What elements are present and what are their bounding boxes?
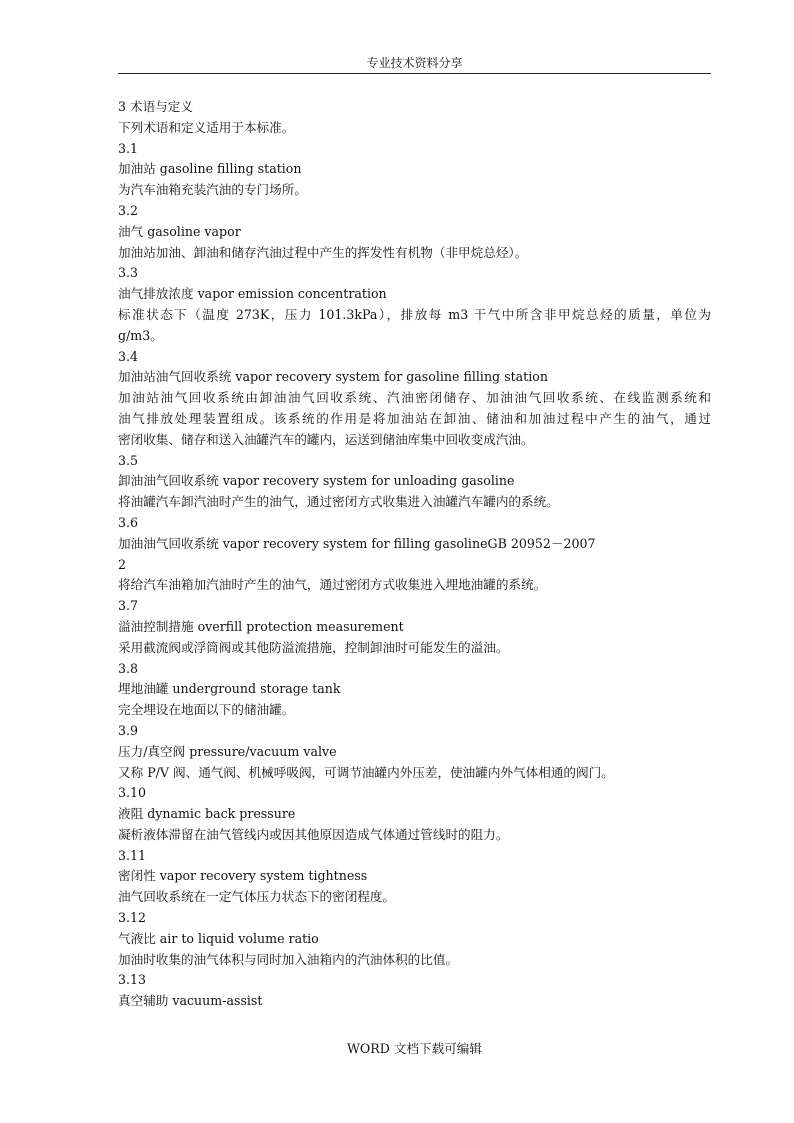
term-title: 液阻 dynamic back pressure	[118, 806, 296, 822]
term-number: 3.1	[118, 140, 139, 156]
term-number: 3.11	[118, 847, 147, 863]
term-number: 3.10	[118, 785, 147, 801]
term-definition: 加油站油气回收系统由卸油油气回收系统、汽油密闭储存、加油油气回收系统、在线监测系统和	[118, 390, 711, 406]
term-definition: 油气排放处理装置组成。该系统的作用是将加油站在卸油、储油和加油过程中产生的油气，通过	[118, 410, 711, 426]
term-title: 油气 gasoline vapor	[118, 223, 241, 239]
section-heading: 3 术语与定义	[118, 99, 193, 114]
term-title: 油气排放浓度 vapor emission concentration	[118, 286, 387, 302]
term-number: 3.3	[118, 265, 139, 281]
term-definition: 加油时收集的油气体积与同时加入油箱内的汽油体积的比值。	[118, 951, 459, 967]
term-title: 卸油油气回收系统 vapor recovery system for unloading gasoline	[118, 473, 515, 489]
term-title: 压力/真空阀 pressure/vacuum valve	[118, 743, 337, 759]
term-definition: 将给汽车油箱加汽油时产生的油气，通过密闭方式收集进入埋地油罐的系统。	[118, 577, 547, 593]
term-title: 真空辅助 vacuum-assist	[118, 993, 263, 1009]
term-definition: 油气回收系统在一定气体压力状态下的密闭程度。	[118, 889, 396, 905]
term-number: 3.9	[118, 722, 139, 738]
term-definition: 密闭收集、储存和送入油罐汽车的罐内，运送到储油库集中回收变成汽油。	[118, 431, 534, 447]
page-footer: WORD 文档下载可编辑	[346, 1041, 482, 1056]
term-number: 3.4	[118, 348, 139, 364]
header-divider	[118, 73, 711, 74]
term-definition: 为汽车油箱充装汽油的专门场所。	[118, 182, 307, 198]
term-title: 密闭性 vapor recovery system tightness	[118, 868, 368, 884]
term-title: 加油站 gasoline filling station	[118, 161, 302, 177]
page-number-fragment: 2	[118, 556, 127, 572]
term-number: 3.13	[118, 972, 147, 988]
term-definition: 又称 P/V 阀、通气阀、机械呼吸阀，可调节油罐内外压差，使油罐内外气体相通的阀门。	[118, 764, 614, 780]
document-body	[118, 97, 711, 1012]
term-definition: 完全埋设在地面以下的储油罐。	[118, 702, 295, 718]
term-title: 溢油控制措施 overfill protection measurement	[118, 618, 404, 634]
term-definition: 加油站加油、卸油和储存汽油过程中产生的挥发性有机物（非甲烷总烃）。	[118, 244, 528, 260]
term-title: 埋地油罐 underground storage tank	[118, 681, 341, 697]
term-definition: g/m3。	[118, 327, 163, 343]
term-definition: 采用截流阀或浮筒阀或其他防溢流措施，控制卸油时可能发生的溢油。	[118, 639, 509, 655]
term-title: 加油站油气回收系统 vapor recovery system for gasoline filling station	[118, 369, 548, 385]
term-definition: 将油罐汽车卸汽油时产生的油气，通过密闭方式收集进入油罐汽车罐内的系统。	[118, 494, 559, 510]
term-number: 3.2	[118, 202, 139, 218]
term-title: 加油油气回收系统 vapor recovery system for filling gasolineGB 20952－2007	[118, 535, 596, 551]
intro-text: 下列术语和定义适用于本标准。	[118, 119, 295, 135]
page-header: 专业技术资料分享	[366, 56, 463, 70]
term-definition: 凝析液体滞留在油气管线内或因其他原因造成气体通过管线时的阻力。	[118, 826, 509, 842]
term-title: 气液比 air to liquid volume ratio	[118, 930, 319, 946]
term-number: 3.6	[118, 514, 139, 530]
term-number: 3.7	[118, 598, 139, 614]
term-number: 3.5	[118, 452, 139, 468]
term-number: 3.12	[118, 910, 147, 926]
term-number: 3.8	[118, 660, 139, 676]
term-definition: 标准状态下（温度 273K，压力 101.3kPa），排放每 m3 干气中所含非甲烷总烃的质量，单位为	[118, 306, 711, 322]
